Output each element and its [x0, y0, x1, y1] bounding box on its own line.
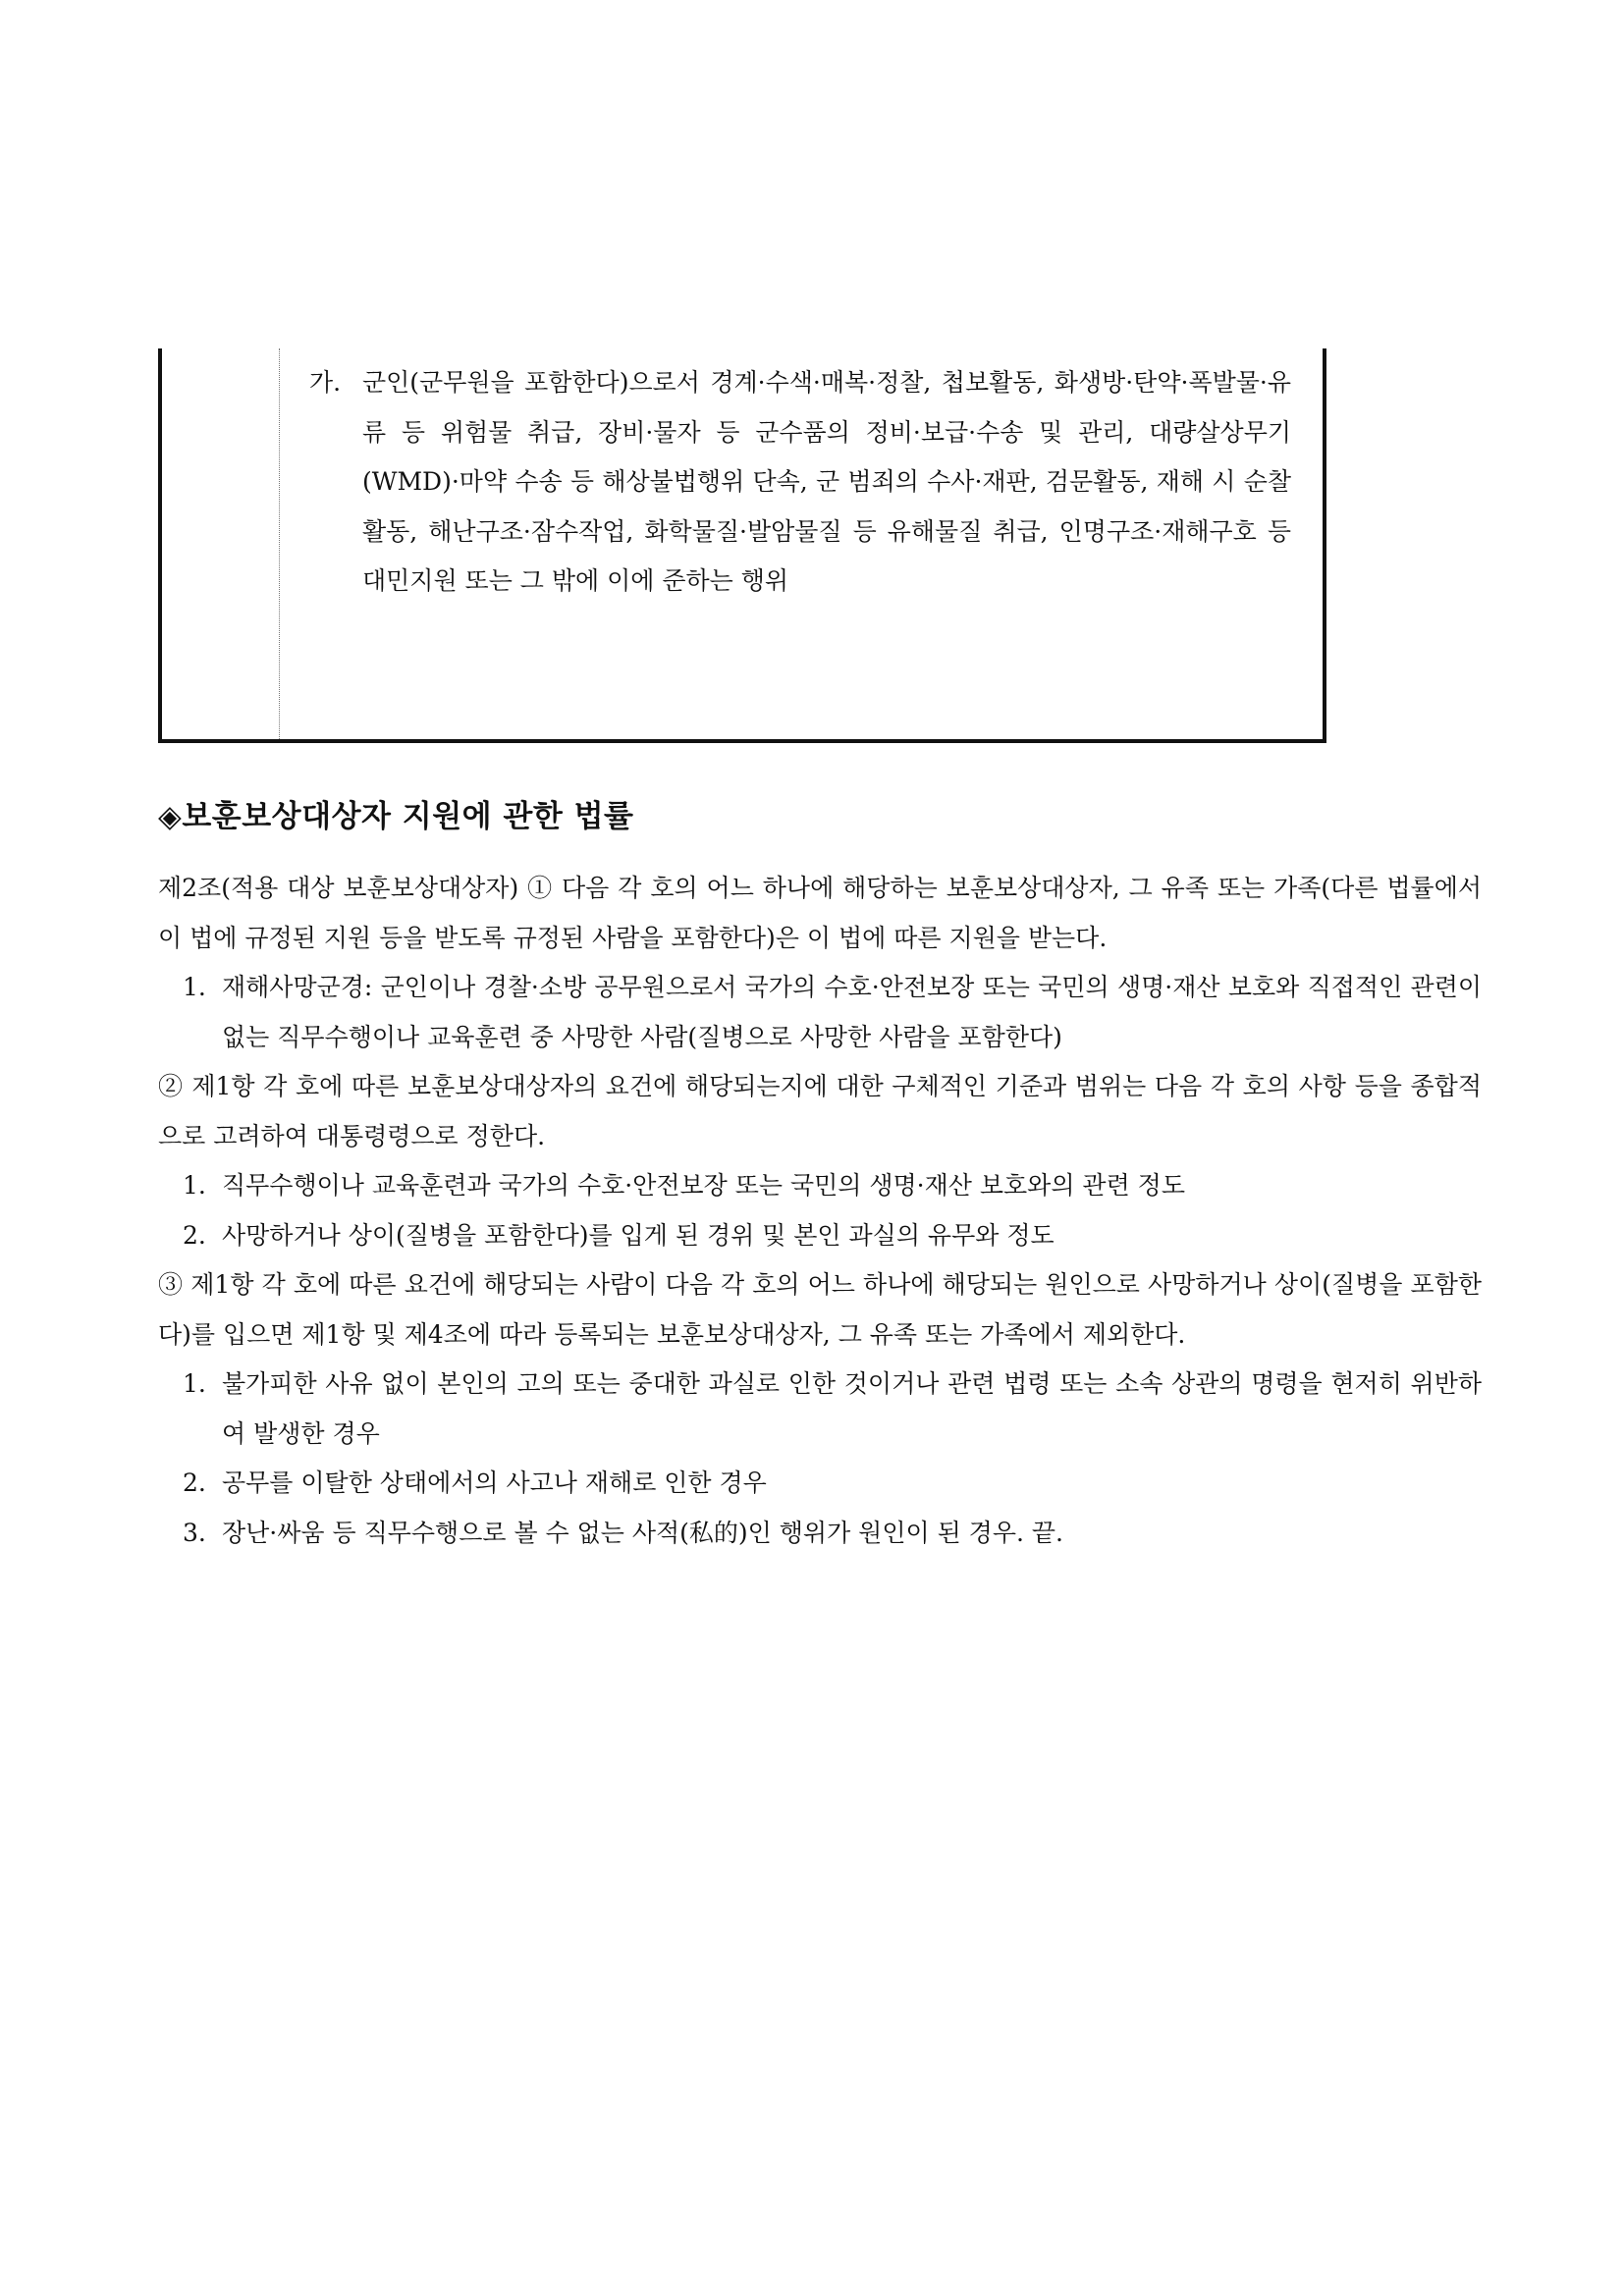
list-item-number: 3. [183, 1518, 206, 1547]
list-item-number: 1. [183, 1369, 206, 1398]
list-item [158, 963, 1482, 1062]
article-paragraph-1: 제2조(적용 대상 보훈보상대상자) ① 다음 각 호의 어느 하나에 해당하는 보훈보상대상자, 그 유족 또는 가족(다른 법률에서 이 법에 규정된 지원 등을 받도록 규정된 사람을 포함한다)은 이 법에 따른 지원을 받는다. [158, 874, 1482, 952]
excerpt-box [158, 348, 1326, 743]
list-item-text: 공무를 이탈한 상태에서의 사고나 재해로 인한 경우 [222, 1468, 767, 1497]
article-paragraph-2: ② 제1항 각 호에 따른 보훈보상대상자의 요건에 해당되는지에 대한 구체적인 기준과 범위는 다음 각 호의 사항 등을 종합적으로 고려하여 대통령령으로 정한다. [158, 1072, 1482, 1150]
section-title: ◈보훈보상대상자 지원에 관한 법률 [158, 799, 634, 834]
box-list-item [309, 358, 1291, 607]
list-item-number: 1. [183, 973, 206, 1001]
law-text [158, 864, 1482, 1558]
list-item-text: 사망하거나 상이(질병을 포함한다)를 입게 된 경위 및 본인 과실의 유무와 정도 [222, 1220, 1055, 1250]
list-item-number: 2. [183, 1468, 206, 1497]
list-item [158, 1509, 1482, 1559]
list-item [158, 1459, 1482, 1509]
box-item-text: 군인(군무원을 포함한다)으로서 경계·수색·매복·정찰, 첩보활동, 화생방·탄약·폭발물·유류 등 위험물 취급, 장비·물자 등 군수품의 정비·보급·수송 및 관리, 대량살상무기(WMD)·마약 수송 등 해상불법행위 단속, 군 범죄의 수사·재판, 검문활동, 재해 시 순찰활동, 해난구조·잠수작업, 화학물질·발암물질 등 유해물질 취급, 인명구조·재해구호 등 대민지원 또는 그 밖에 이에 준하는 행위 [362, 368, 1291, 595]
list-item-text: 장난·싸움 등 직무수행으로 볼 수 없는 사적(私的)인 행위가 원인이 된 경우. 끝. [222, 1518, 1063, 1547]
box-item-marker: 가. [309, 368, 342, 397]
list-item-text: 직무수행이나 교육훈련과 국가의 수호·안전보장 또는 국민의 생명·재산 보호와의 관련 정도 [222, 1171, 1185, 1200]
list-item [158, 1211, 1482, 1261]
list-item-text: 불가피한 사유 없이 본인의 고의 또는 중대한 과실로 인한 것이거나 관련 법령 또는 소속 상관의 명령을 현저히 위반하여 발생한 경우 [222, 1369, 1482, 1448]
box-dotted-divider [279, 348, 280, 739]
list-item-text: 재해사망군경: 군인이나 경찰·소방 공무원으로서 국가의 수호·안전보장 또는 국민의 생명·재산 보호와 직접적인 관련이 없는 직무수행이나 교육훈련 중 사망한 사람(질병으로 사망한 사람을 포함한다) [222, 973, 1482, 1051]
list-item-number: 1. [183, 1171, 206, 1200]
list-item-number: 2. [183, 1220, 206, 1250]
list-item [158, 1360, 1482, 1459]
list-item [158, 1161, 1482, 1211]
article-paragraph-3: ③ 제1항 각 호에 따른 요건에 해당되는 사람이 다음 각 호의 어느 하나에 해당되는 원인으로 사망하거나 상이(질병을 포함한다)를 입으면 제1항 및 제4조에 따라 등록되는 보훈보상대상자, 그 유족 또는 가족에서 제외한다. [158, 1270, 1482, 1349]
